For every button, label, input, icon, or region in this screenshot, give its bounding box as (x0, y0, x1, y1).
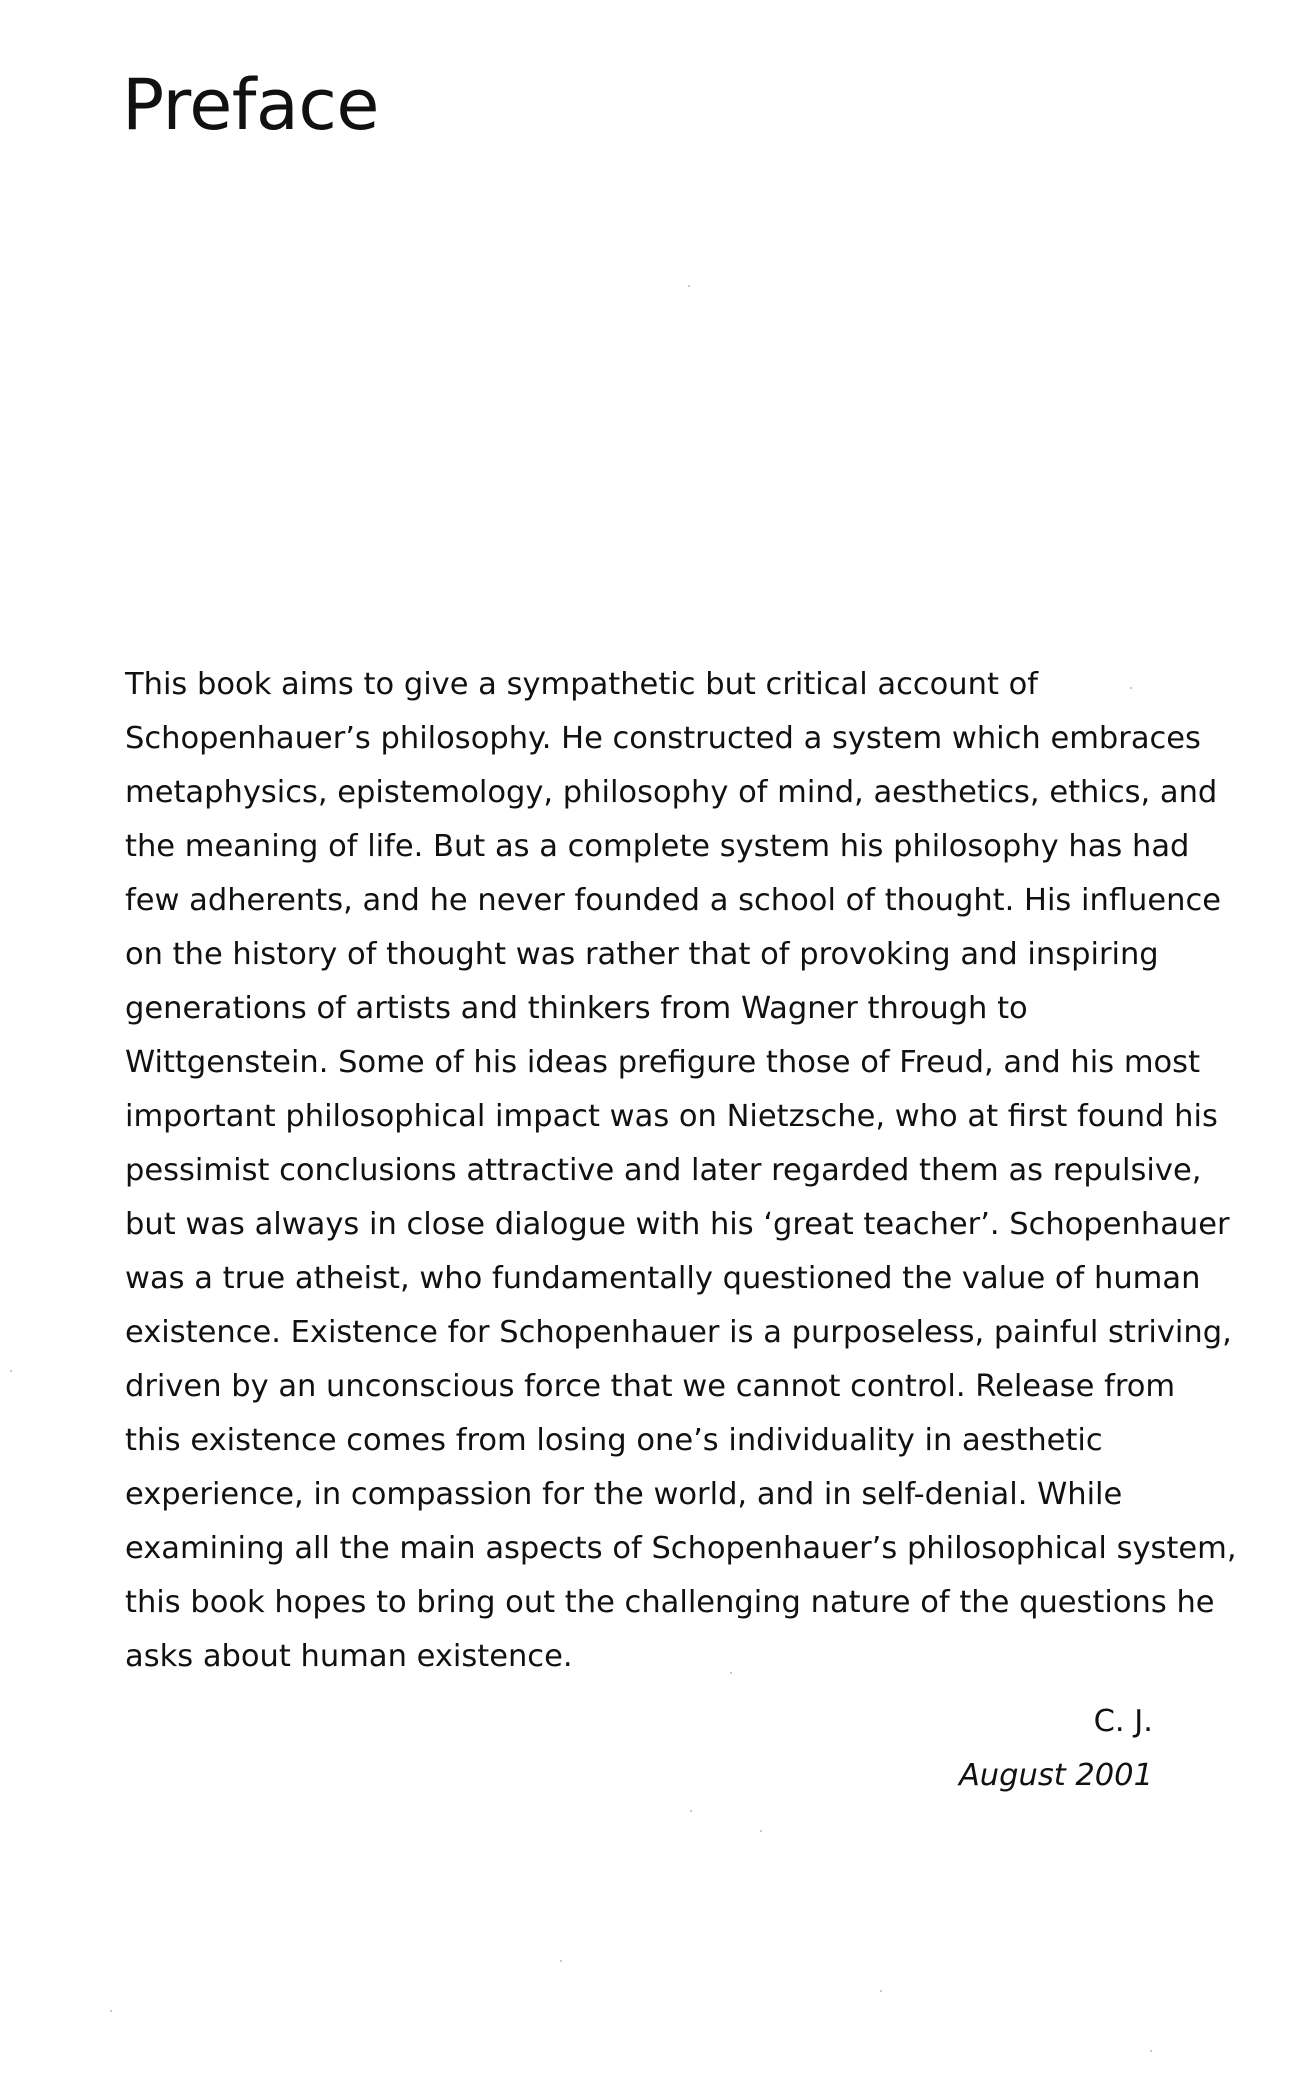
text-line: important philosophical impact was on Nietzsche, who at first found his (125, 1099, 1218, 1134)
scan-speck (760, 1830, 762, 1832)
signoff (959, 1695, 1153, 1803)
text-line: this existence comes from losing one’s individuality in aesthetic (125, 1423, 1103, 1458)
text-line: generations of artists and thinkers from Wagner through to (125, 991, 1028, 1026)
text-line: existence. Existence for Schopenhauer is a purposeless, painful striving, (125, 1315, 1232, 1350)
text-line: on the history of thought was rather that of provoking and inspiring (125, 937, 1159, 972)
scan-speck (1150, 2050, 1152, 2052)
text-line: This book aims to give a sympathetic but critical account of (125, 667, 1039, 702)
scan-speck (880, 1990, 882, 1992)
text-line: was a true atheist, who fundamentally questioned the value of human (125, 1261, 1201, 1296)
text-line: Wittgenstein. Some of his ideas prefigure those of Freud, and his most (125, 1045, 1201, 1080)
scan-speck (1130, 687, 1132, 689)
scan-speck (690, 1810, 692, 1812)
preface-body (125, 658, 1237, 1684)
text-line: but was always in close dialogue with his ‘great teacher’. Schopenhauer (125, 1207, 1230, 1242)
text-line: asks about human existence. (125, 1639, 573, 1674)
scan-speck (10, 1370, 12, 1372)
page-title: Preface (122, 64, 379, 146)
scan-speck (688, 285, 690, 287)
scan-speck (560, 1960, 562, 1962)
text-line: few adherents, and he never founded a school of thought. His influence (125, 883, 1221, 918)
text-line: driven by an unconscious force that we cannot control. Release from (125, 1369, 1176, 1404)
text-line: this book hopes to bring out the challenging nature of the questions he (125, 1585, 1215, 1620)
text-line: metaphysics, epistemology, philosophy of mind, aesthetics, ethics, and (125, 775, 1218, 810)
text-line: examining all the main aspects of Schopenhauer’s philosophical system, (125, 1531, 1237, 1566)
signoff-date: August 2001 (958, 1758, 1153, 1793)
scan-speck (730, 1672, 732, 1674)
author-initials: C. J. (1093, 1704, 1153, 1739)
text-line: pessimist conclusions attractive and later regarded them as repulsive, (125, 1153, 1202, 1188)
scan-speck (110, 2010, 112, 2012)
text-line: Schopenhauer’s philosophy. He constructed a system which embraces (125, 721, 1201, 756)
text-line: experience, in compassion for the world, and in self-denial. While (125, 1477, 1123, 1512)
text-line: the meaning of life. But as a complete system his philosophy has had (125, 829, 1190, 864)
